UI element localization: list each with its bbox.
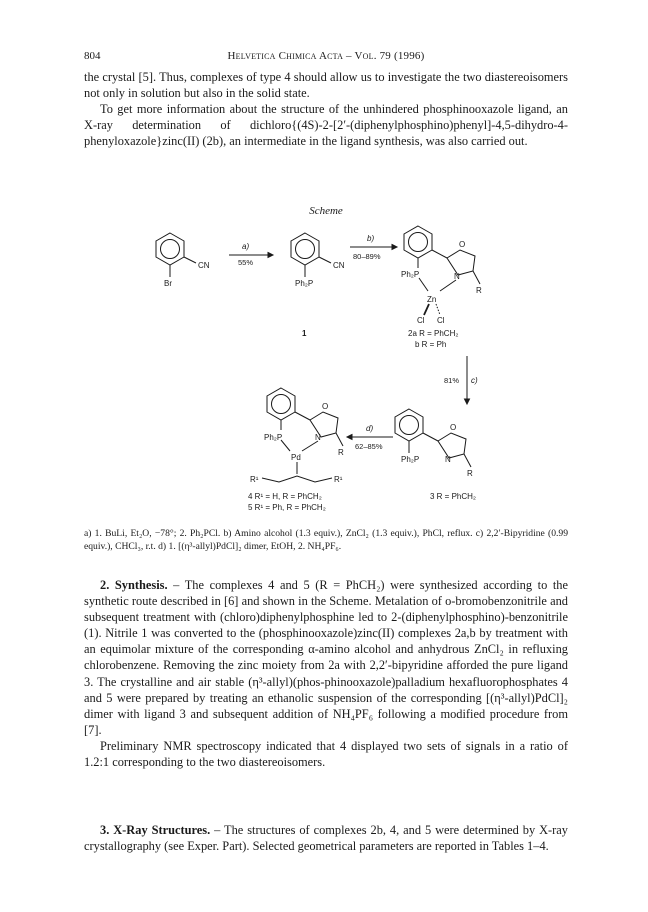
benzene-ring-start	[156, 233, 196, 277]
svg-text:b R = Ph: b R = Ph	[415, 340, 447, 349]
svg-text:d): d)	[366, 424, 374, 433]
synthesis-body: – The complexes 4 and 5 (R = PhCH₂) were synthesized according to the synthetic route described in [6] and shown in the Scheme. Metalation of o-bromobenzonitrile and subsequent treatment with (chloro)diphenylphosphine led to 2-(diphenylphosphino)-benzonitrile (1). Nitrile 1 was converted to the (phosphinooxazole)zinc(II) complexes 2a,b by treatment with an equimolar mixture of the corresponding α-amino alcohol and anhydrous ZnCl₂ in refluxing chlorobenzene. Removing the zinc moiety from 2a with 2,2′-bipyridine afforded the pure ligand 3. The crystalline and air stable (η³-allyl)(phos-phinooxazole)palladium hexafluorophosphates 4 and 5 were prepared by treating an ethanolic suspension of the corresponding [(η³-allyl)PdCl]₂ dimer with ligand 3 and subsequent addition of NH₄PF₆ following a modified procedure from [7].	[84, 578, 569, 737]
benzene-ring-4	[267, 388, 310, 430]
svg-text:N: N	[454, 272, 460, 281]
svg-text:N: N	[445, 455, 451, 464]
svg-text:Ph₂P: Ph₂P	[295, 279, 314, 288]
synthesis-paragraph	[84, 577, 568, 738]
svg-text:R: R	[338, 448, 344, 457]
svg-text:62–85%: 62–85%	[355, 442, 383, 451]
svg-text:Pd: Pd	[291, 453, 301, 462]
atom-labels	[164, 240, 482, 484]
running-title: Helvetica Chimica Acta – Vol. 79 (1996)	[227, 50, 425, 62]
page-number: 804	[84, 50, 101, 62]
xray-paragraph	[84, 822, 568, 854]
svg-text:CN: CN	[198, 261, 210, 270]
paragraph-2: To get more information about the structure of the unhindered phosphinooxazole ligand, an X-ray determination of dichloro{(4S)-2-[2′-(diphenylphosphino)phenyl]-4,5-dihydro-4-phenyloxazole}zinc(II) (2b), an intermediate in the ligand synthesis, was also carried out.	[84, 102, 568, 149]
svg-text:R: R	[476, 286, 482, 295]
svg-text:Zn: Zn	[427, 295, 437, 304]
synthesis-heading: 2. Synthesis.	[100, 578, 168, 592]
svg-text:R¹: R¹	[250, 475, 259, 484]
scheme-caption: a) 1. BuLi, Et₂O, −78°; 2. Ph₂PCl. b) Amino alcohol (1.3 equiv.), ZnCl₂ (1.3 equiv.), PhCl, reflux. c) 2,2′-Bipyridine (0.99 equiv.), CHCl₃, r.t. d) 1. [(η³-allyl)PdCl]₂ dimer, EtOH, 2. NH₄PF₆.	[84, 528, 568, 552]
benzene-ring-1	[291, 233, 331, 277]
svg-text:Cl: Cl	[417, 316, 425, 325]
benzene-ring-3	[395, 409, 438, 453]
svg-text:3 R = PhCH₂: 3 R = PhCH₂	[430, 492, 477, 501]
svg-text:O: O	[322, 402, 329, 411]
svg-text:R: R	[467, 469, 473, 478]
paragraph-1: the crystal [5]. Thus, complexes of type 4 should allow us to investigate the two diastereoisomers not only in solution but also in the solid state.	[84, 70, 568, 101]
scheme-title: Scheme	[309, 205, 343, 217]
xray-section	[84, 822, 568, 854]
svg-text:4 R¹ = H, R = PhCH₂: 4 R¹ = H, R = PhCH₂	[248, 492, 322, 501]
oxazoline-ring-3	[438, 433, 471, 467]
svg-text:5 R¹ = Ph, R = PhCH₂: 5 R¹ = Ph, R = PhCH₂	[248, 503, 326, 512]
svg-text:Br: Br	[164, 279, 172, 288]
benzene-ring-2	[404, 226, 447, 268]
xray-heading: 3. X-Ray Structures.	[100, 823, 211, 837]
nmr-paragraph: Preliminary NMR spectroscopy indicated that 4 displayed two sets of signals in a ratio of 1.2:1 corresponding to the two diastereoisomers.	[84, 738, 568, 770]
svg-text:c): c)	[471, 376, 478, 385]
svg-text:N: N	[315, 433, 321, 442]
oxazoline-ring-2	[447, 250, 480, 284]
svg-text:55%: 55%	[238, 258, 254, 267]
synthesis-section	[84, 577, 568, 770]
svg-text:CN: CN	[333, 261, 345, 270]
allyl-ligand	[262, 476, 332, 482]
svg-text:R¹: R¹	[334, 475, 343, 484]
svg-text:Ph₂P: Ph₂P	[401, 455, 420, 464]
svg-text:Ph₂P: Ph₂P	[264, 433, 283, 442]
svg-text:Cl: Cl	[437, 316, 445, 325]
svg-text:Ph₂P: Ph₂P	[401, 270, 420, 279]
svg-text:2a R = PhCH₂: 2a R = PhCH₂	[408, 329, 459, 338]
svg-text:b): b)	[367, 234, 375, 243]
compound-labels	[248, 329, 476, 512]
svg-text:81%: 81%	[444, 376, 460, 385]
svg-text:1: 1	[302, 329, 307, 338]
svg-text:O: O	[459, 240, 466, 249]
svg-text:a): a)	[242, 242, 250, 251]
svg-text:80–89%: 80–89%	[353, 252, 381, 261]
xray-body: – The structures of complexes 2b, 4, and 5 were determined by X-ray crystallography (see Exper. Part). Selected geometrical parameters are reported in Tables 1–4.	[84, 823, 568, 854]
svg-text:O: O	[450, 423, 457, 432]
